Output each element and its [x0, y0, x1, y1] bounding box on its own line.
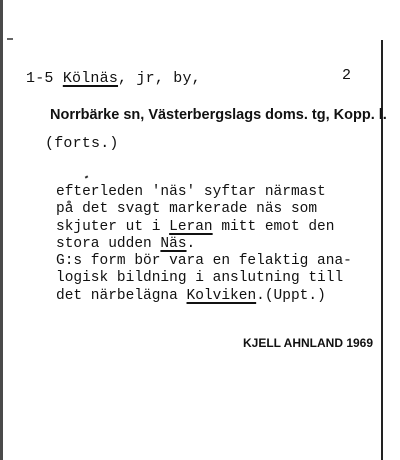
card-left-edge [0, 0, 3, 460]
card-heading [26, 70, 201, 87]
body-segment: det närbelägna [56, 287, 187, 304]
body-segment: efterleden 'näs' syftar närmast [56, 184, 326, 200]
body-segment: G:s form bör vara en felaktig ana- [56, 253, 352, 270]
underlined-place-name: Näs [160, 235, 187, 252]
continued-marker: (forts.) [45, 135, 119, 152]
body-line [56, 288, 352, 305]
card-body-text [56, 184, 352, 305]
signature-line: KJELL AHNLAND 1969 [243, 336, 374, 350]
scan-mark [7, 38, 13, 40]
heading-rest: , jr, by, [118, 70, 201, 87]
body-segment: på det svagt markerade näs som [56, 201, 318, 218]
body-segment: skjuter ut i [56, 218, 170, 235]
underlined-place-name: Leran [169, 218, 213, 235]
heading-place-name: Kölnäs [62, 70, 119, 87]
heading-prefix: 1-5 [26, 70, 63, 87]
card-right-edge [381, 40, 383, 460]
scan-mark-accent [85, 175, 89, 178]
parish-line: Norrbärke sn, Västerbergslags doms. tg, Kopp. l. [50, 107, 387, 123]
body-segment: stora udden [56, 235, 161, 252]
body-segment: mitt emot den [212, 218, 335, 235]
body-line [56, 270, 352, 287]
body-segment: logisk bildning i anslutning till [56, 270, 344, 287]
card-page-number: 2 [342, 67, 352, 84]
body-line [56, 236, 352, 253]
body-line [56, 253, 352, 270]
body-line [56, 219, 352, 236]
body-segment: . [186, 235, 196, 252]
body-line [56, 184, 352, 201]
body-segment: .(Uppt.) [256, 287, 326, 304]
underlined-place-name: Kolviken [186, 287, 257, 304]
body-line [56, 201, 352, 218]
